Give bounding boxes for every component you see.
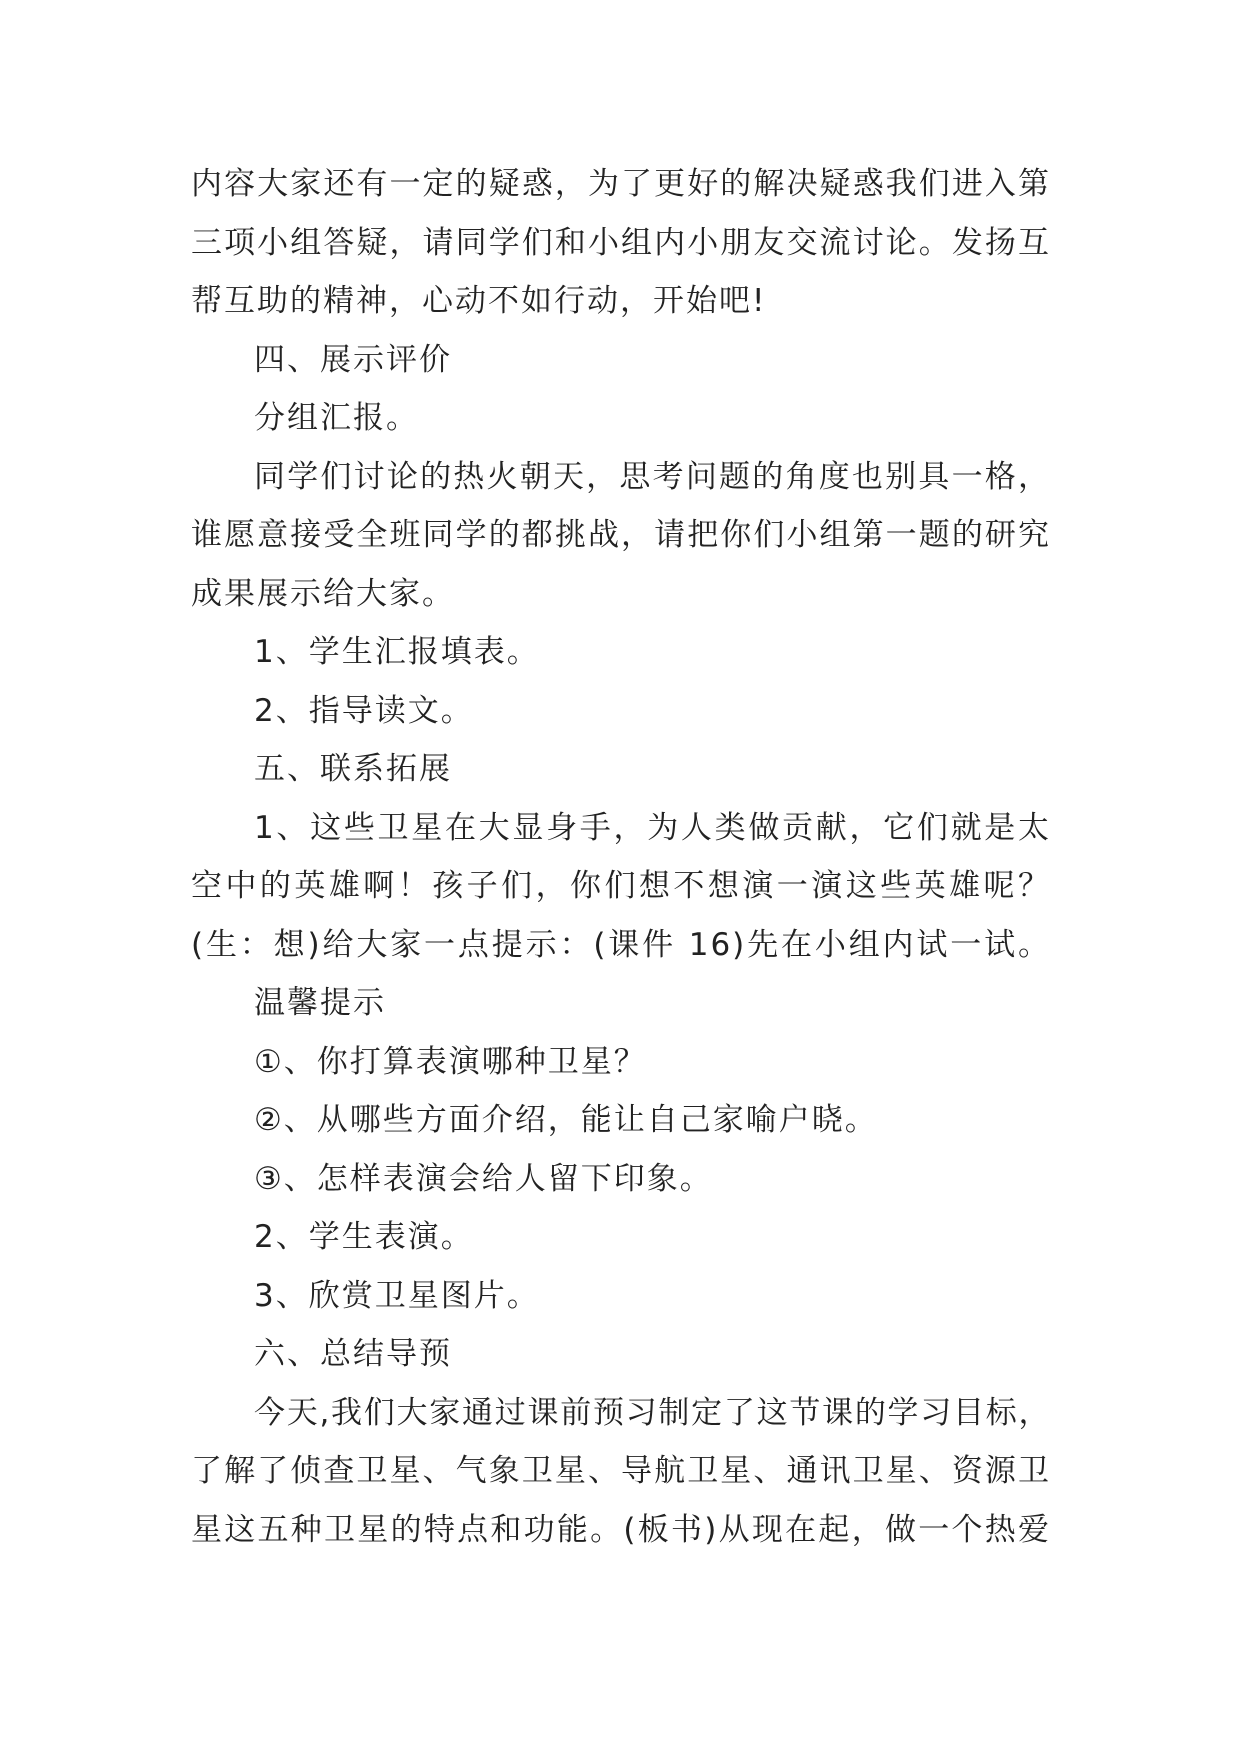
- list-item: ①、你打算表演哪种卫星？: [254, 1043, 647, 1080]
- text-line: 空中的英雄啊！孩子们，你们想不想演一演这些英雄呢？: [191, 868, 1051, 904]
- text-line: 星这五种卫星的特点和功能。(板书)从现在起，做一个热爱: [191, 1511, 1051, 1548]
- text-line: 三项小组答疑，请同学们和小组内小朋友交流讨论。发扬互: [191, 224, 1051, 261]
- text-line: 成果展示给大家。: [191, 575, 455, 612]
- list-item: 1、学生汇报填表。: [254, 634, 540, 670]
- list-item: 1、这些卫星在大显身手，为人类做贡献，它们就是太: [254, 809, 1051, 846]
- list-item: 2、指导读文。: [254, 692, 474, 729]
- text-line: 同学们讨论的热火朝天，思考问题的角度也别具一格，: [254, 458, 1051, 495]
- text-line: 帮互助的精神，心动不如行动，开始吧!: [191, 283, 767, 319]
- text-line: 了解了侦查卫星、气象卫星、导航卫星、通讯卫星、资源卫: [191, 1453, 1051, 1489]
- list-item: ③、怎样表演会给人留下印象。: [254, 1160, 713, 1197]
- list-item: ②、从哪些方面介绍，能让自己家喻户晓。: [254, 1102, 878, 1138]
- text-line: 温馨提示: [254, 985, 386, 1021]
- text-line: 谁愿意接受全班同学的都挑战，请把你们小组第一题的研究: [191, 517, 1051, 553]
- section-heading: 六、总结导预: [254, 1336, 452, 1372]
- text-line: (生：想)给大家一点提示：(课件 16)先在小组内试一试。: [191, 926, 1051, 963]
- text-line: 内容大家还有一定的疑惑，为了更好的解决疑惑我们进入第: [191, 166, 1051, 202]
- section-heading: 四、展示评价: [254, 341, 452, 378]
- list-item: 3、欣赏卫星图片。: [254, 1277, 540, 1314]
- text-line: 分组汇报。: [254, 400, 419, 436]
- section-heading: 五、联系拓展: [254, 751, 452, 787]
- document-body: [191, 155, 1051, 1559]
- text-line: 今天,我们大家通过课前预习制定了这节课的学习目标，: [254, 1394, 1051, 1431]
- list-item: 2、学生表演。: [254, 1219, 474, 1255]
